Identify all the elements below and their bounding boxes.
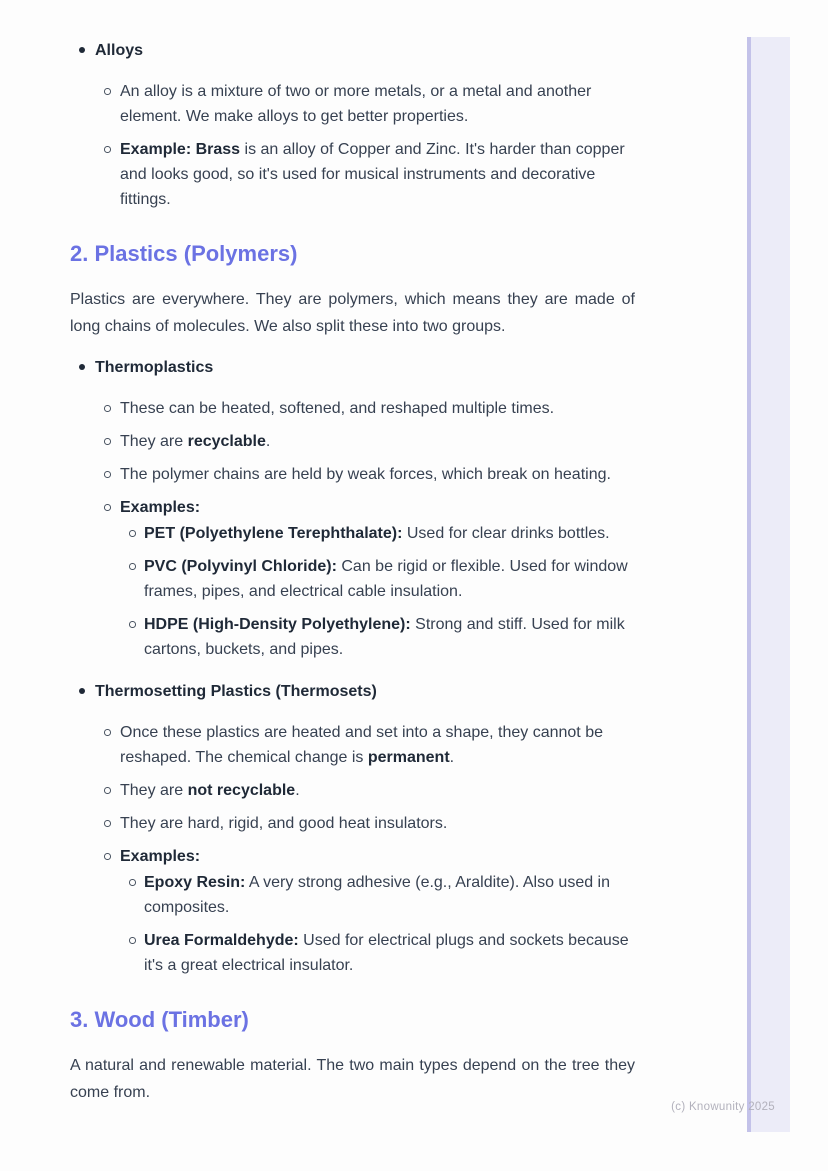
section-heading-plastics: 2. Plastics (Polymers): [70, 241, 298, 266]
list-item: [95, 811, 635, 836]
item-text-bold: HDPE (High-Density Polyethylene):: [144, 616, 411, 633]
bullet-circle-icon: [104, 88, 111, 95]
bullet-circle-icon: [129, 563, 136, 570]
list-item: [95, 429, 635, 454]
list-item-thermosets: [70, 679, 635, 978]
list-item: [120, 612, 635, 662]
bullet-circle-icon: [104, 853, 111, 860]
list-item: [120, 928, 635, 978]
item-text: is an alloy of Copper and Zinc. It's harder than copper and looks good, so it's used for musical instruments and decorative fittings.: [120, 141, 625, 208]
item-text-bold: recyclable: [187, 433, 266, 450]
bullet-list: [70, 355, 635, 978]
item-text: They are: [120, 433, 188, 450]
item-text: Can be rigid or flexible. Used for window frames, pipes, and electrical cable insulation.: [144, 558, 628, 600]
item-text: .: [449, 749, 455, 766]
item-text: .: [295, 782, 300, 799]
bullet-circle-icon: [129, 621, 136, 628]
examples-list: [120, 521, 635, 662]
item-text-bold: not recyclable: [187, 782, 296, 799]
bullet-circle-icon: [104, 820, 111, 827]
bullet-circle-icon: [104, 438, 111, 445]
item-title: Thermosetting Plastics (Thermosets): [95, 683, 377, 700]
list-item-examples: [95, 844, 635, 978]
item-text: They are: [120, 782, 188, 799]
bullet-circle-icon: [129, 530, 136, 537]
item-text-bold: permanent: [367, 749, 450, 766]
item-text: They are hard, rigid, and good heat insulators.: [120, 815, 448, 832]
bullet-circle-icon: [129, 937, 136, 944]
list-item: [120, 521, 635, 546]
examples-list: [120, 870, 635, 978]
bullet-circle-icon: [104, 504, 111, 511]
bullet-disc-icon: [79, 688, 85, 694]
item-text: Used for electrical plugs and sockets because it's a great electrical insulator.: [144, 932, 629, 974]
sub-list: [95, 396, 635, 662]
document-content: [70, 0, 635, 1121]
item-text: .: [265, 433, 271, 450]
paragraph-wood-intro: A natural and renewable material. The two main types depend on the tree they come from.: [70, 1057, 635, 1101]
list-item: [95, 79, 635, 129]
item-title: Alloys: [95, 42, 144, 59]
bullet-disc-icon: [79, 364, 85, 370]
list-item: [95, 137, 635, 212]
sub-list: [95, 79, 635, 212]
item-text: Strong and stiff. Used for milk cartons, buckets, and pipes.: [144, 616, 625, 658]
sub-list: [95, 720, 635, 978]
bullet-circle-icon: [104, 146, 111, 153]
item-text-bold: PVC (Polyvinyl Chloride):: [144, 558, 337, 575]
watermark: (c) Knowunity 2025: [671, 1101, 775, 1113]
bullet-disc-icon: [79, 47, 85, 53]
bullet-circle-icon: [104, 787, 111, 794]
bullet-circle-icon: [129, 879, 136, 886]
item-text: Once these plastics are heated and set into a shape, they cannot be reshaped. The chemical change is: [120, 724, 603, 766]
item-text: An alloy is a mixture of two or more metals, or a metal and another element. We make alloys to get better properties.: [120, 83, 592, 125]
item-text: Used for clear drinks bottles.: [402, 525, 610, 542]
list-item: [95, 396, 635, 421]
list-item: [95, 720, 635, 770]
bullet-circle-icon: [104, 729, 111, 736]
list-item-alloys: [70, 38, 635, 212]
section-heading-wood: 3. Wood (Timber): [70, 1007, 249, 1032]
list-item: [95, 462, 635, 487]
paragraph-plastics-intro: Plastics are everywhere. They are polymers, which means they are made of long chains of molecules. We also split these into two groups.: [70, 291, 635, 335]
item-title: Thermoplastics: [95, 359, 214, 376]
item-text-bold: Epoxy Resin:: [144, 874, 246, 891]
list-item: [120, 870, 635, 920]
item-text: The polymer chains are held by weak forces, which break on heating.: [120, 466, 611, 483]
item-text-bold: Examples:: [120, 848, 201, 865]
list-item-thermoplastics: [70, 355, 635, 662]
list-item: [120, 554, 635, 604]
page-edge-band: [747, 37, 790, 1132]
bullet-list: [70, 38, 635, 212]
item-text: These can be heated, softened, and reshaped multiple times.: [120, 400, 555, 417]
list-item-examples: [95, 495, 635, 662]
item-text: A very strong adhesive (e.g., Araldite). Also used in composites.: [144, 874, 611, 916]
bullet-circle-icon: [104, 471, 111, 478]
item-text-bold: Examples:: [120, 499, 201, 516]
item-text-bold: Urea Formaldehyde:: [144, 932, 299, 949]
bullet-circle-icon: [104, 405, 111, 412]
list-item: [95, 778, 635, 803]
item-text-bold: Example: Brass: [120, 141, 241, 158]
item-text-bold: PET (Polyethylene Terephthalate):: [144, 525, 403, 542]
